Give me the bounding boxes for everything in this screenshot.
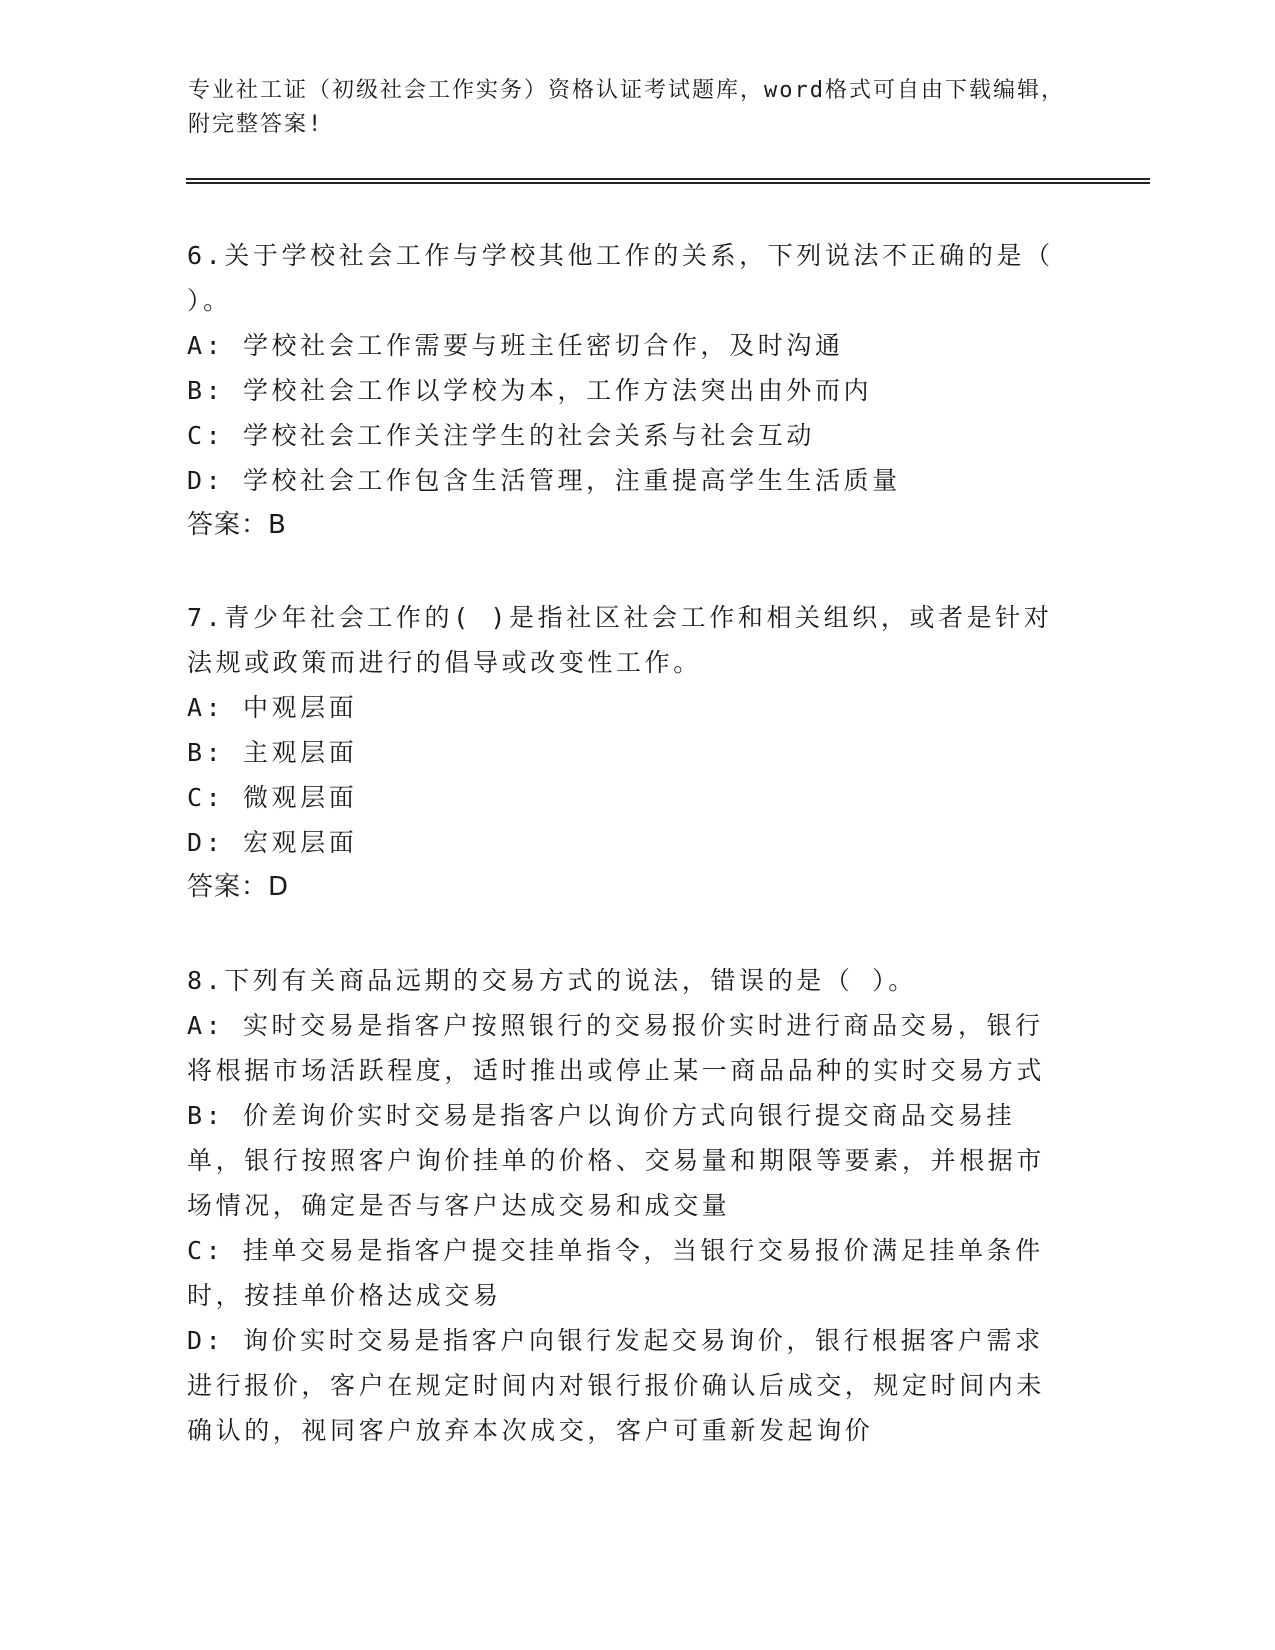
question-stem: 6.关于学校社会工作与学校其他工作的关系，下列说法不正确的是（ ）。 [187,241,1054,315]
option-a: A: 实时交易是指客户按照银行的交易报价实时进行商品交易，银行将根据市场活跃程度，适时推出或停止某一商品品种的实时交易方式 [187,1011,1046,1085]
option-d: D: 询价实时交易是指客户向银行发起交易询价，银行根据客户需求进行报价，客户在规定时间内对银行报价确认后成交，规定时间内未确认的，视同客户放弃本次成交，客户可重新发起询价 [187,1326,1046,1445]
header-divider [186,178,1150,184]
option-d: D: 宏观层面 [187,828,358,857]
answer-line: 答案：D [187,872,290,902]
option-a: A: 学校社会工作需要与班主任密切合作，及时沟通 [187,331,844,360]
question-stem: 7.青少年社会工作的( )是指社区社会工作和相关组织，或者是针对法规或政策而进行的倡导或改变性工作。 [187,603,1053,677]
question-8 [187,958,1067,1453]
answer-line: 答案：B [187,510,287,540]
question-7 [187,595,1067,910]
document-header: 专业社工证（初级社会工作实务）资格认证考试题库，word格式可自由下载编辑，附完整答案! [188,78,1065,137]
option-a: A: 中观层面 [187,693,358,722]
option-d: D: 学校社会工作包含生活管理，注重提高学生生活质量 [187,466,901,495]
option-b: B: 学校社会工作以学校为本，工作方法突出由外而内 [187,376,873,405]
option-c: C: 学校社会工作关注学生的社会关系与社会互动 [187,421,815,450]
option-c: C: 挂单交易是指客户提交挂单指令，当银行交易报价满足挂单条件时，按挂单价格达成交易 [187,1236,1044,1310]
option-b: B: 主观层面 [187,738,358,767]
question-stem: 8.下列有关商品远期的交易方式的说法，错误的是（ ）。 [187,966,917,995]
option-b: B: 价差询价实时交易是指客户以询价方式向银行提交商品交易挂单，银行按照客户询价挂单的价格、交易量和期限等要素，并根据市场情况，确定是否与客户达成交易和成交量 [187,1101,1046,1220]
question-6 [187,233,1067,548]
option-c: C: 微观层面 [187,783,358,812]
